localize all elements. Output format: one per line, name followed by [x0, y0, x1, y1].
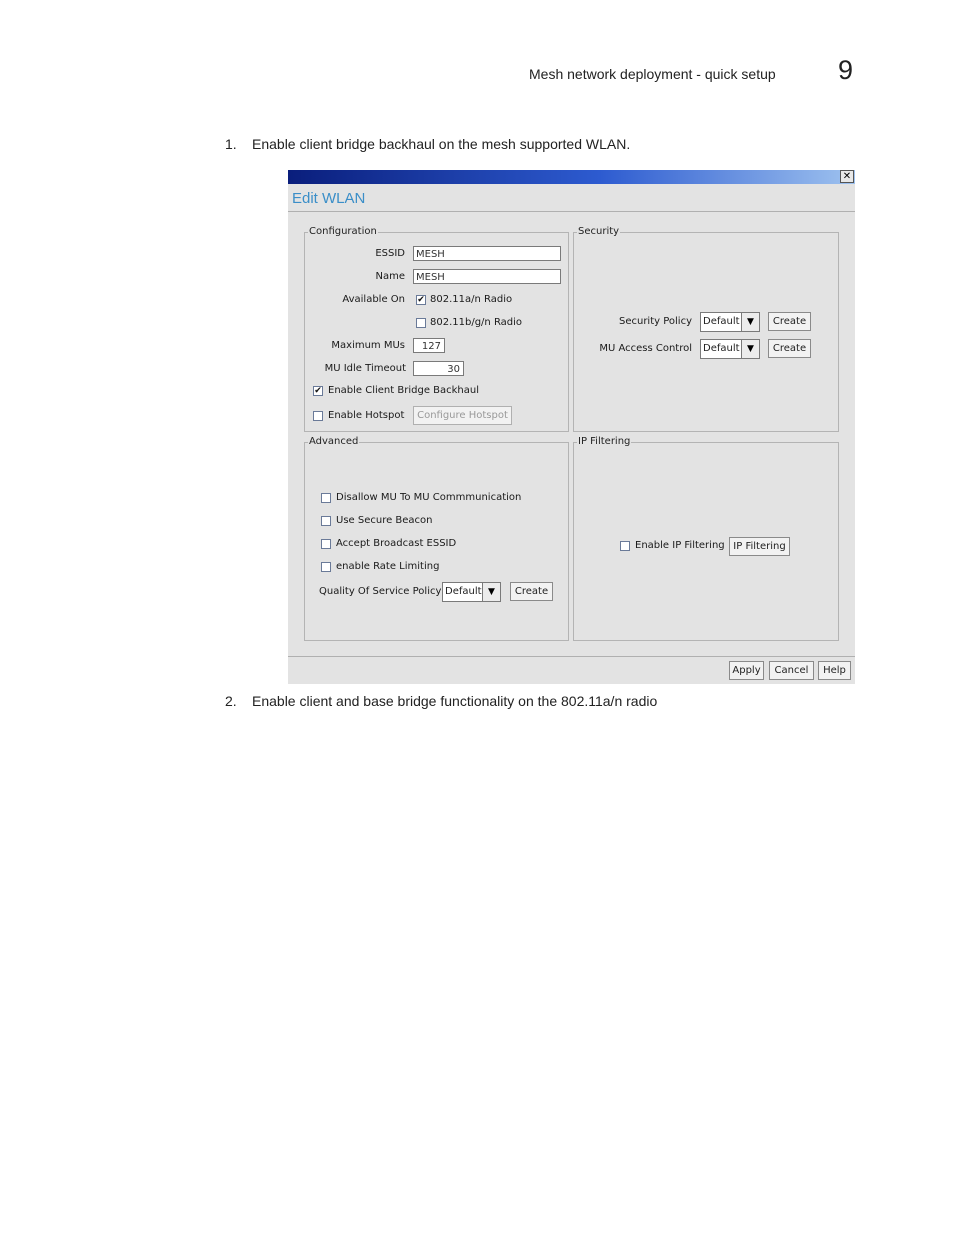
footer-divider [288, 656, 855, 657]
max-mus-label: Maximum MUs [331, 340, 405, 351]
help-button[interactable]: Help [818, 661, 851, 680]
chevron-down-icon[interactable]: ▼ [741, 340, 759, 358]
mu-access-label: MU Access Control [599, 343, 692, 354]
disallow-mu-label: Disallow MU To MU Commmunication [336, 492, 522, 503]
chevron-down-icon[interactable]: ▼ [482, 583, 500, 601]
security-policy-create-button[interactable]: Create [768, 312, 811, 331]
disallow-mu-checkbox[interactable] [321, 493, 331, 503]
ip-filtering-legend: IP Filtering [578, 436, 631, 447]
client-bridge-label: Enable Client Bridge Backhaul [328, 385, 480, 396]
configuration-legend: Configuration [309, 226, 377, 237]
security-policy-label: Security Policy [618, 316, 692, 327]
step-1 [225, 136, 630, 152]
mu-access-select[interactable] [700, 339, 760, 359]
radio-an-checkbox[interactable]: ✔ [417, 295, 425, 305]
rate-limiting-label: enable Rate Limiting [336, 561, 440, 572]
ip-filtering-checkbox[interactable] [620, 541, 630, 551]
max-mus-input[interactable]: 127 [413, 338, 445, 353]
qos-create-button[interactable]: Create [510, 582, 553, 601]
idle-timeout-label: MU Idle Timeout [324, 363, 406, 374]
security-legend: Security [578, 226, 620, 237]
secure-beacon-label: Use Secure Beacon [336, 515, 433, 526]
security-group [573, 226, 839, 432]
dialog-titlebar [288, 170, 855, 184]
essid-label: ESSID [375, 248, 405, 259]
configuration-group [304, 226, 569, 432]
step-number: 2. [225, 693, 237, 709]
broadcast-essid-label: Accept Broadcast ESSID [336, 538, 457, 549]
configure-hotspot-button[interactable]: Configure Hotspot [413, 406, 512, 425]
chevron-down-icon[interactable]: ▼ [741, 313, 759, 331]
mu-access-create-button[interactable]: Create [768, 339, 811, 358]
security-policy-value: Default [703, 316, 740, 327]
advanced-legend: Advanced [309, 436, 359, 447]
name-input[interactable]: MESH [413, 269, 561, 284]
ip-filtering-button[interactable]: IP Filtering [729, 537, 790, 556]
step-text: Enable client bridge backhaul on the mesh supported WLAN. [252, 136, 631, 152]
secure-beacon-checkbox[interactable] [321, 516, 331, 526]
running-header-title: Mesh network deployment - quick setup [529, 66, 776, 82]
hotspot-label: Enable Hotspot [328, 410, 405, 421]
broadcast-essid-checkbox[interactable] [321, 539, 331, 549]
chapter-number: 9 [838, 55, 854, 85]
close-icon[interactable]: ✕ [840, 170, 854, 183]
title-divider [288, 211, 855, 212]
radio-bgn-checkbox[interactable] [416, 318, 426, 328]
mu-access-value: Default [703, 343, 740, 354]
available-on-label: Available On [342, 294, 405, 305]
client-bridge-checkbox[interactable]: ✔ [314, 386, 322, 396]
edit-wlan-dialog [288, 170, 855, 684]
idle-timeout-input[interactable]: 30 [413, 361, 464, 376]
radio-bgn-label: 802.11b/g/n Radio [430, 317, 523, 328]
hotspot-checkbox[interactable] [313, 411, 323, 421]
name-label: Name [375, 271, 405, 282]
cancel-button[interactable]: Cancel [769, 661, 814, 680]
qos-policy-label: Quality Of Service Policy [319, 586, 442, 597]
apply-button[interactable]: Apply [729, 661, 764, 680]
security-policy-select[interactable] [700, 312, 760, 332]
essid-input[interactable]: MESH [413, 246, 561, 261]
rate-limiting-checkbox[interactable] [321, 562, 331, 572]
step-2 [225, 693, 657, 709]
qos-policy-select[interactable] [442, 582, 501, 602]
step-text: Enable client and base bridge functionality on the 802.11a/n radio [252, 693, 658, 709]
ip-filtering-label: Enable IP Filtering [635, 540, 725, 551]
qos-policy-value: Default [445, 586, 482, 597]
radio-an-label: 802.11a/n Radio [430, 294, 513, 305]
dialog-title: Edit WLAN [292, 190, 366, 207]
step-number: 1. [225, 136, 237, 152]
